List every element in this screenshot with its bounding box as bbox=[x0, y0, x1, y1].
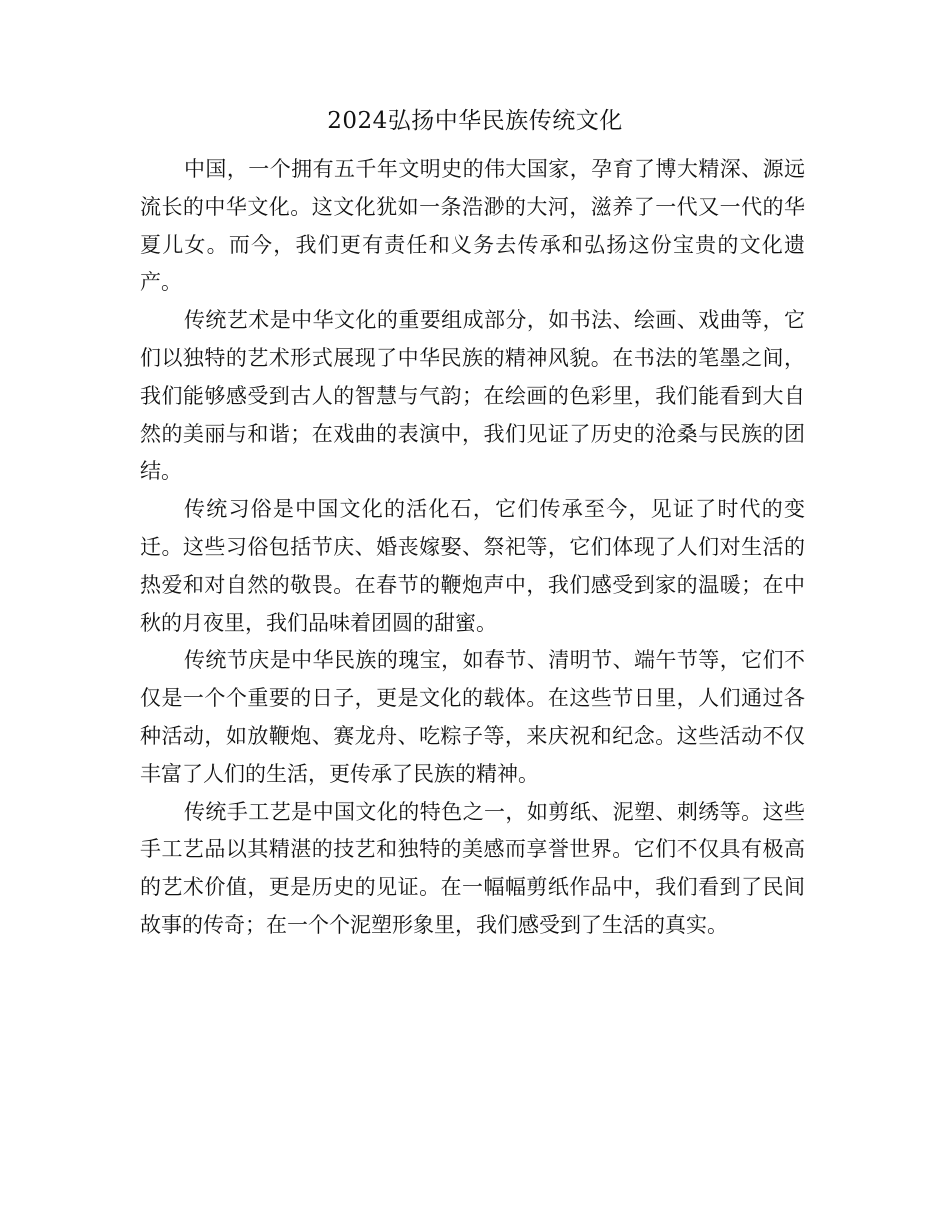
paragraph-traditional-arts: 传统艺术是中华文化的重要组成部分，如书法、绘画、戏曲等，它们以独特的艺术形式展现了中华民族的精神风貌。在书法的笔墨之间，我们能够感受到古人的智慧与气韵；在绘画的色彩里，我们能看到大自然的美丽与和谐；在戏曲的表演中，我们见证了历史的沧桑与民族的团结。 bbox=[140, 308, 805, 484]
paragraph-traditional-festivals: 传统节庆是中华民族的瑰宝，如春节、清明节、端午节等，它们不仅是一个个重要的日子，更是文化的载体。在这些节日里，人们通过各种活动，如放鞭炮、赛龙舟、吃粽子等，来庆祝和纪念。这些活动不仅丰富了人们的生活，更传承了民族的精神。 bbox=[140, 648, 805, 786]
paragraph-traditional-crafts: 传统手工艺是中国文化的特色之一，如剪纸、泥塑、刺绣等。这些手工艺品以其精湛的技艺和独特的美感而享誉世界。它们不仅具有极高的艺术价值，更是历史的见证。在一幅幅剪纸作品中，我们看到了民间故事的传奇；在一个个泥塑形象里，我们感受到了生活的真实。 bbox=[140, 799, 805, 937]
paragraph-traditional-customs: 传统习俗是中国文化的活化石，它们传承至今，见证了时代的变迁。这些习俗包括节庆、婚丧嫁娶、祭祀等，它们体现了人们对生活的热爱和对自然的敬畏。在春节的鞭炮声中，我们感受到家的温暖；在中秋的月夜里，我们品味着团圆的甜蜜。 bbox=[140, 497, 805, 635]
document-body bbox=[140, 151, 805, 945]
paragraph-intro: 中国，一个拥有五千年文明史的伟大国家，孕育了博大精深、源远流长的中华文化。这文化犹如一条浩渺的大河，滋养了一代又一代的华夏儿女。而今，我们更有责任和义务去传承和弘扬这份宝贵的文化遗产。 bbox=[140, 157, 805, 295]
document-title: 2024弘扬中华民族传统文化 bbox=[327, 108, 623, 134]
